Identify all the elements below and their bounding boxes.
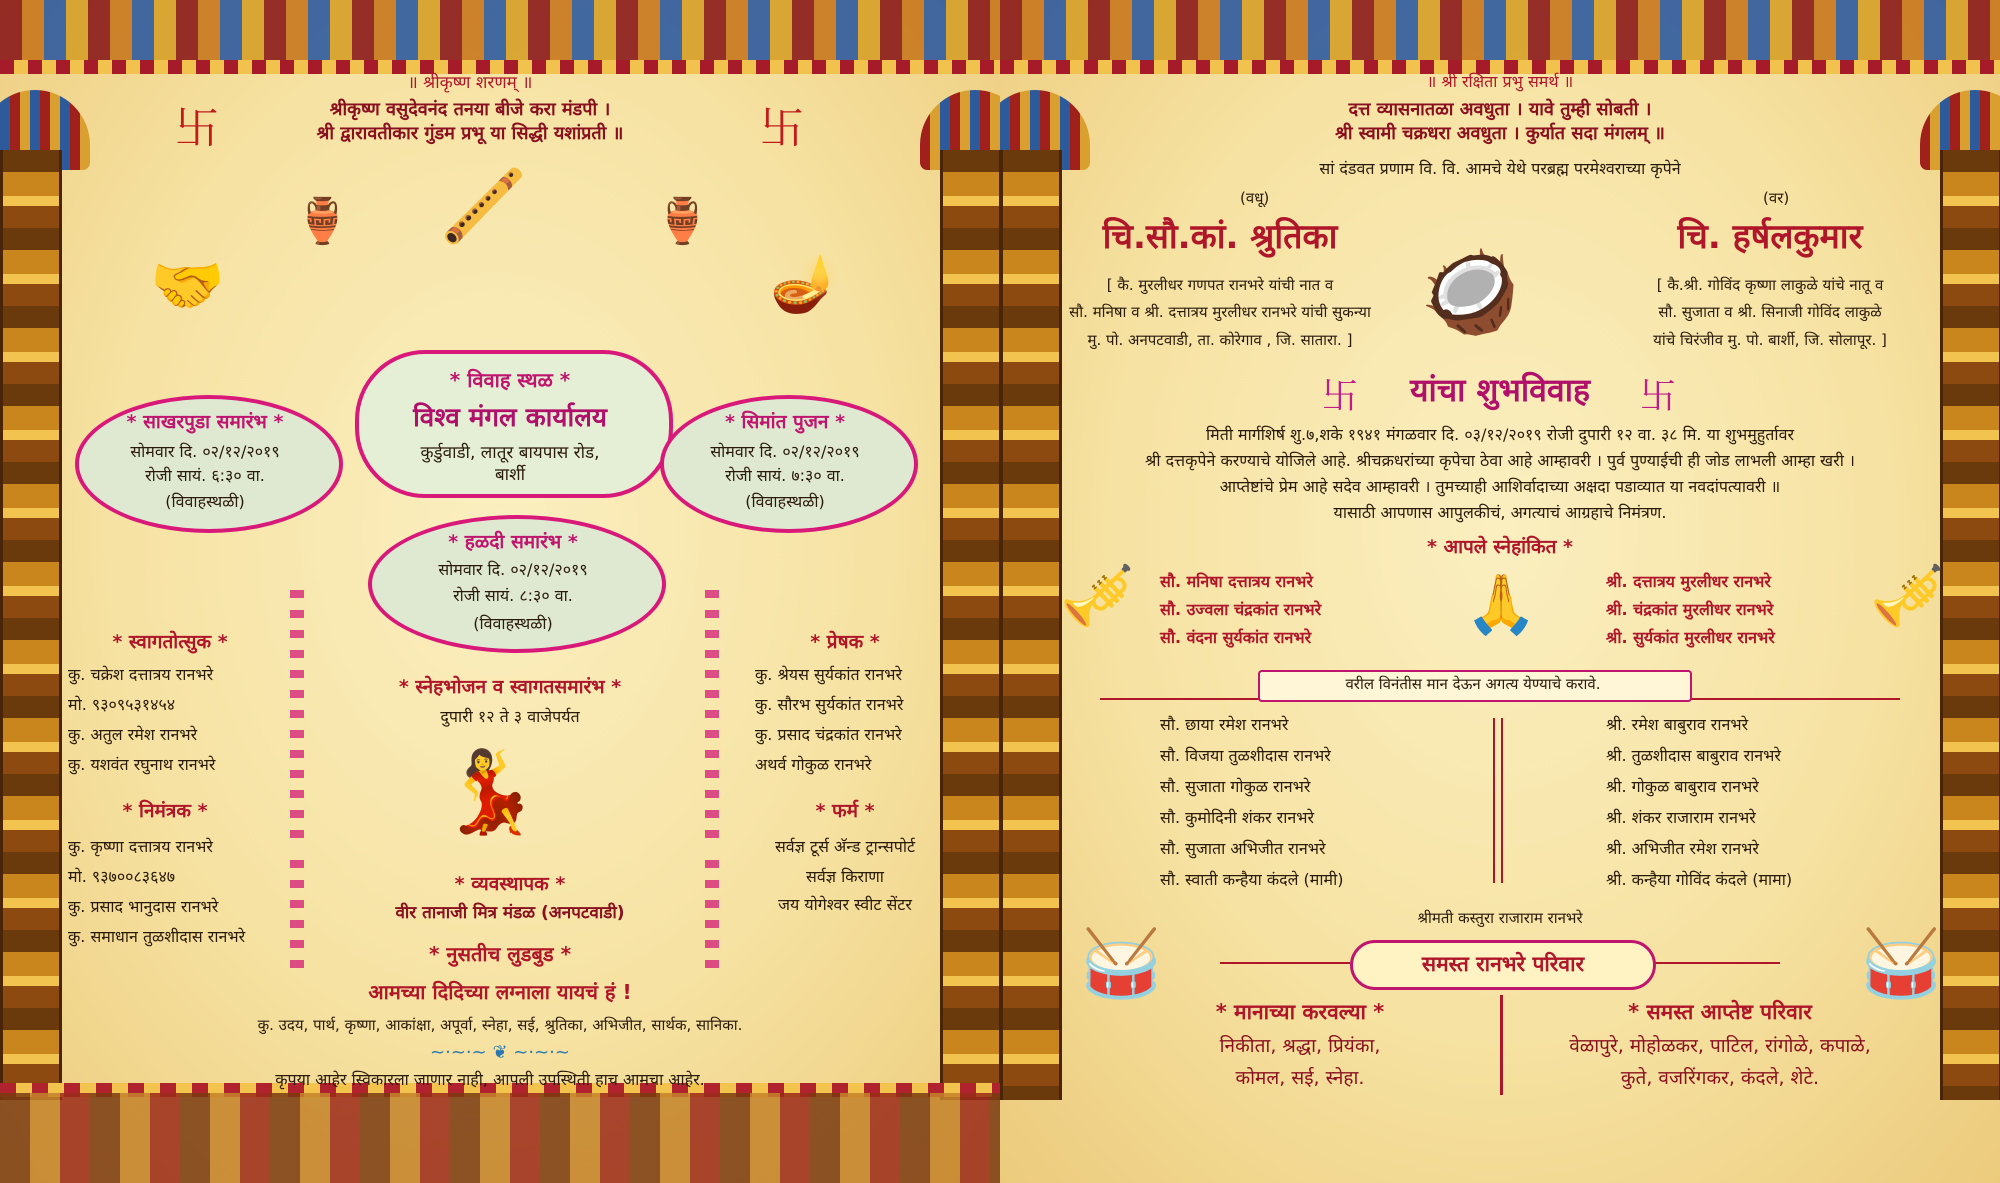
sakharpuda-line3: (विवाहस्थळी) <box>165 492 245 511</box>
swagat-heading: * स्वागतोत्सुक * <box>112 631 228 653</box>
family-left-item: सौ. सुजाता अभिजीत रानभरे <box>1160 839 1326 858</box>
nimantrak-item: कु. समाधान तुळशीदास रानभरे <box>68 927 246 946</box>
snehankit-right-item: श्री. सुर्यकांत मुरलीधर रानभरे <box>1606 628 1775 647</box>
swastik-icon: 卐 <box>1322 376 1359 417</box>
header-line1: दत्त व्यासनातळा अवधुता । यावे तुम्ही सोबती । <box>1348 99 1652 120</box>
simant-heading: * सिमांत पुजन * <box>724 411 846 433</box>
bride-line1: [ कै. मुरलीधर गणपत रानभरे यांची नात व <box>1106 276 1334 294</box>
shehnai-player-icon: 🎺 <box>1870 561 1945 631</box>
family-divider <box>1501 718 1503 883</box>
header-top: ॥ श्रीकृष्ण शरणम् ॥ <box>407 73 533 93</box>
venue-address1: कुर्डुवाडी, लातूर बायपास रोड, <box>420 443 600 463</box>
parivar-title: समस्त रानभरे परिवार <box>1421 952 1585 976</box>
dhol-shehnai-icon: 🥁 <box>1860 925 1943 1002</box>
parivar-rule <box>1220 962 1350 964</box>
vine-divider <box>290 860 304 970</box>
family-right-item: श्री. शंकर राजाराम रानभरे <box>1606 808 1756 827</box>
body-line4: यासाठी आपणास आपुलकीचं, अगत्याचं आग्रहाचे निमंत्रण. <box>1333 503 1667 522</box>
swagat-item: कु. अतुल रमेश रानभरे <box>68 725 198 744</box>
firm-item: जय योगेश्वर स्वीट सेंटर <box>778 895 912 914</box>
bottom-divider <box>1500 995 1503 1095</box>
nusti-names: कु. उदय, पार्थ, कृष्णा, आकांक्षा, अपूर्वा, स्नेहा, सई, श्रुतिका, अभिजीत, सार्थक, सानिका. <box>257 1016 743 1034</box>
swagat-item: मो. ९३०९५३१४५४ <box>68 695 176 714</box>
snehankit-left-item: सौ. वंदना सुर्यकांत रानभरे <box>1160 628 1312 647</box>
manachya-line1: निकीता, श्रद्धा, प्रियंका, <box>1219 1035 1381 1057</box>
bride-name: चि.सौ.कां. श्रुतिका <box>1102 217 1338 257</box>
swagat-item: कु. चक्रेश दत्तात्रय रानभरे <box>68 665 214 684</box>
family-divider <box>1493 718 1495 883</box>
body-line3: आप्तेष्टांचे प्रेम आहे सदेव आम्हावरी । तुमच्याही आशिर्वादाच्या अक्षदा पडाव्यात या नवदांपत्यावरी ॥ <box>1219 477 1781 496</box>
namaste-girl-icon: 🙏 <box>1465 570 1538 638</box>
header-line1: श्रीकृष्ण वसुदेवनंद तनया बीजे करा मंडपी । <box>329 99 611 120</box>
krishna-icon: 🪈 <box>440 165 528 247</box>
family-right-item: श्री. तुळशीदास बाबुराव रानभरे <box>1606 746 1781 765</box>
nimantrak-item: कु. प्रसाद भानुदास रानभरे <box>68 897 219 916</box>
family-left-item: सौ. कुमोदिनी शंकर रानभरे <box>1160 808 1315 827</box>
vyavastha-name: वीर तानाजी मित्र मंडळ (अनपटवाडी) <box>395 903 625 923</box>
vine-divider <box>290 590 304 850</box>
simant-line1: सोमवार दि. ०२/१२/२०१९ <box>710 442 860 461</box>
nusti-heading: * नुसतीच लुडबुड * <box>428 942 572 966</box>
pillar <box>1000 150 1062 1100</box>
snehankit-left-item: सौ. मनिषा दत्तात्रय रानभरे <box>1160 572 1313 591</box>
haldi-line3: (विवाहस्थळी) <box>473 614 553 633</box>
snehbhojan-heading: * स्नेहभोजन व स्वागतसमारंभ * <box>398 676 622 698</box>
sakharpuda-line1: सोमवार दि. ०२/१२/२०१९ <box>130 442 280 461</box>
groom-line3: यांचे चिरंजीव मु. पो. बार्शी, जि. सोलापूर. ] <box>1653 331 1887 349</box>
snehankit-right-item: श्री. दत्तात्रय मुरलीधर रानभरे <box>1606 572 1771 591</box>
simant-line3: (विवाहस्थळी) <box>745 492 825 511</box>
header-line3: सां दंडवत प्रणाम वि. वि. आमचे येथे परब्रह्म परमेश्वराच्या कृपेने <box>1319 159 1681 178</box>
kalash-icon: 🏺 <box>655 196 710 247</box>
aapta-heading: * समस्त आप्तेष्ट परिवार <box>1628 1000 1812 1024</box>
vyavastha-heading: * व्यवस्थापक * <box>454 873 566 895</box>
firm-item: सर्वज्ञ किराणा <box>806 867 884 886</box>
manachya-heading: * मानाच्या करवल्या * <box>1215 1000 1385 1024</box>
family-right-item: श्री. अभिजीत रमेश रानभरे <box>1606 839 1759 858</box>
parivar-rule <box>1650 962 1780 964</box>
divider-ornament: ~·~·~ ❦ ~·~·~ <box>430 1042 570 1063</box>
wedding-title: यांचा शुभविवाह <box>1409 371 1591 409</box>
bottom-border <box>0 1093 1000 1183</box>
footer-note: कृपया आहेर स्विकारला जाणार नाही, आपली उपस्थिती हाच आमचा आहेर. <box>275 1070 705 1089</box>
bride-line3: मु. पो. अनपटवाडी, ता. कोरेगाव , जि. सातारा. ] <box>1087 331 1353 349</box>
venue-name: विश्व मंगल कार्यालय <box>413 403 607 433</box>
snehankit-right-item: श्री. चंद्रकांत मुरलीधर रानभरे <box>1606 600 1774 619</box>
header-line2: श्री द्वारावतीकार गुंडम प्रभू या सिद्धी यशांप्रती ॥ <box>316 123 624 144</box>
pillar <box>1940 150 2000 1100</box>
nimantrak-item: कु. कृष्णा दत्तात्रय रानभरे <box>68 837 213 856</box>
haldi-line1: सोमवार दि. ०२/१२/२०१९ <box>438 560 588 579</box>
preshak-item: कु. श्रेयस सुर्यकांत रानभरे <box>755 665 903 684</box>
bride-tag: (वधू) <box>1240 189 1270 207</box>
vinanti-text: वरील विनंतीस मान देऊन अगत्य येण्याचे करावे. <box>1345 675 1601 693</box>
aapta-line2: कुते, वजरिंगकर, कंदले, शेटे. <box>1620 1067 1820 1089</box>
nimantrak-heading: * निमंत्रक * <box>122 800 208 822</box>
header-line2: श्री स्वामी चक्रधरा अवधुता । कुर्यात सदा मंगलम् ॥ <box>1335 123 1665 144</box>
preshak-heading: * प्रेषक * <box>810 631 880 653</box>
dhol-shehnai-icon: 🥁 <box>1080 925 1163 1002</box>
kasturi-name: श्रीमती कस्तुरा राजाराम रानभरे <box>1417 909 1583 927</box>
groom-line2: सौ. सुजाता व श्री. सिनाजी गोविंद लाकुळे <box>1658 303 1882 321</box>
firm-item: सर्वज्ञ टूर्स अ‍ॅन्ड ट्रान्सपोर्ट <box>774 837 916 856</box>
haldi-heading: * हळदी समारंभ * <box>448 531 578 553</box>
hands-icon: 🤝 <box>150 251 225 321</box>
manachya-line2: कोमल, सई, स्नेहा. <box>1235 1067 1365 1089</box>
family-left-item: सौ. स्वाती कन्हैया कंदले (मामी) <box>1160 870 1344 889</box>
swastik-icon: 卐 <box>175 103 219 154</box>
wedding-knot-icon: 🥥 <box>1420 245 1520 338</box>
family-right-item: श्री. रमेश बाबुराव रानभरे <box>1606 715 1749 734</box>
venue-address2: बार्शी <box>494 465 526 485</box>
family-left-item: सौ. छाया रमेश रानभरे <box>1160 715 1289 734</box>
groom-line1: [ कै.श्री. गोविंद कृष्णा लाकुळे यांचे नातू व <box>1656 276 1884 294</box>
header-top: ॥ श्री रक्षिता प्रभु समर्थ ॥ <box>1426 72 1574 91</box>
vine-divider <box>705 590 719 850</box>
swagat-item: कु. यशवंत रघुनाथ रानभरे <box>68 755 216 774</box>
body-line2: श्री दत्तकृपेने करण्याचे योजिले आहे. श्रीचक्रधरांच्या कृपेचा ठेवा आहे आम्हावरी । पुर्व पुण्याईची ही जोड लाभली आम्हा खरी । <box>1145 451 1855 470</box>
groom-name: चि. हर्षलकुमार <box>1677 217 1863 257</box>
sakharpuda-line2: रोजी सायं. ६:३० वा. <box>145 466 265 485</box>
sakharpuda-heading: * साखरपुडा समारंभ * <box>126 411 284 433</box>
body-line1: मिती मार्गशिर्ष शु.७,शके १९४१ मंगळवार दि. ०३/१२/२०१९ रोजी दुपारी १२ वा. ३८ मि. या शुभमुहुर्तावर <box>1205 425 1795 444</box>
kalash-icon: 🏺 <box>295 196 350 247</box>
family-right-item: श्री. गोकुळ बाबुराव रानभरे <box>1606 777 1759 796</box>
snehbhojan-time: दुपारी १२ ते ३ वाजेपर्यत <box>440 707 580 726</box>
firm-heading: * फर्म * <box>815 800 875 822</box>
snehankit-heading: * आपले स्नेहांकित * <box>1427 536 1573 558</box>
pillar <box>940 150 1000 1100</box>
aapta-line1: वेळापुरे, मोहोळकर, पाटिल, रांगोळे, कपाळे, <box>1569 1035 1871 1057</box>
swastik-icon: 卐 <box>1640 376 1677 417</box>
dancing-couple-icon: 💃 <box>440 745 540 838</box>
family-left-item: सौ. सुजाता गोकुळ रानभरे <box>1160 777 1311 796</box>
right-panel <box>1000 0 2000 1183</box>
pillar <box>0 150 62 1100</box>
snehankit-left-item: सौ. उज्वला चंद्रकांत रानभरे <box>1160 600 1322 619</box>
simant-line2: रोजी सायं. ७:३० वा. <box>725 466 845 485</box>
family-right-item: श्री. कन्हैया गोविंद कंदले (मामा) <box>1606 870 1793 889</box>
nusti-line: आमच्या दिदिच्या लग्नाला यायचं हं ! <box>368 980 632 1004</box>
haldi-line2: रोजी सायं. ८:३० वा. <box>453 586 573 605</box>
swastik-icon: 卐 <box>760 103 804 154</box>
preshak-item: कु. सौरभ सुर्यकांत रानभरे <box>755 695 904 714</box>
family-left-item: सौ. विजया तुळशीदास रानभरे <box>1160 746 1331 765</box>
preshak-item: अथर्व गोकुळ रानभरे <box>755 755 872 774</box>
shehnai-player-icon: 🎺 <box>1060 561 1135 631</box>
venue-heading: * विवाह स्थळ * <box>449 368 571 392</box>
nimantrak-item: मो. ९३७००८३६४७ <box>68 867 176 886</box>
vine-divider <box>705 860 719 970</box>
groom-tag: (वर) <box>1763 189 1790 207</box>
preshak-item: कु. प्रसाद चंद्रकांत रानभरे <box>755 725 902 744</box>
bride-line2: सौ. मनिषा व श्री. दत्तात्रय मुरलीधर रानभरे यांची सुकन्या <box>1069 303 1371 321</box>
lamp-icon: 🪔 <box>770 251 840 316</box>
